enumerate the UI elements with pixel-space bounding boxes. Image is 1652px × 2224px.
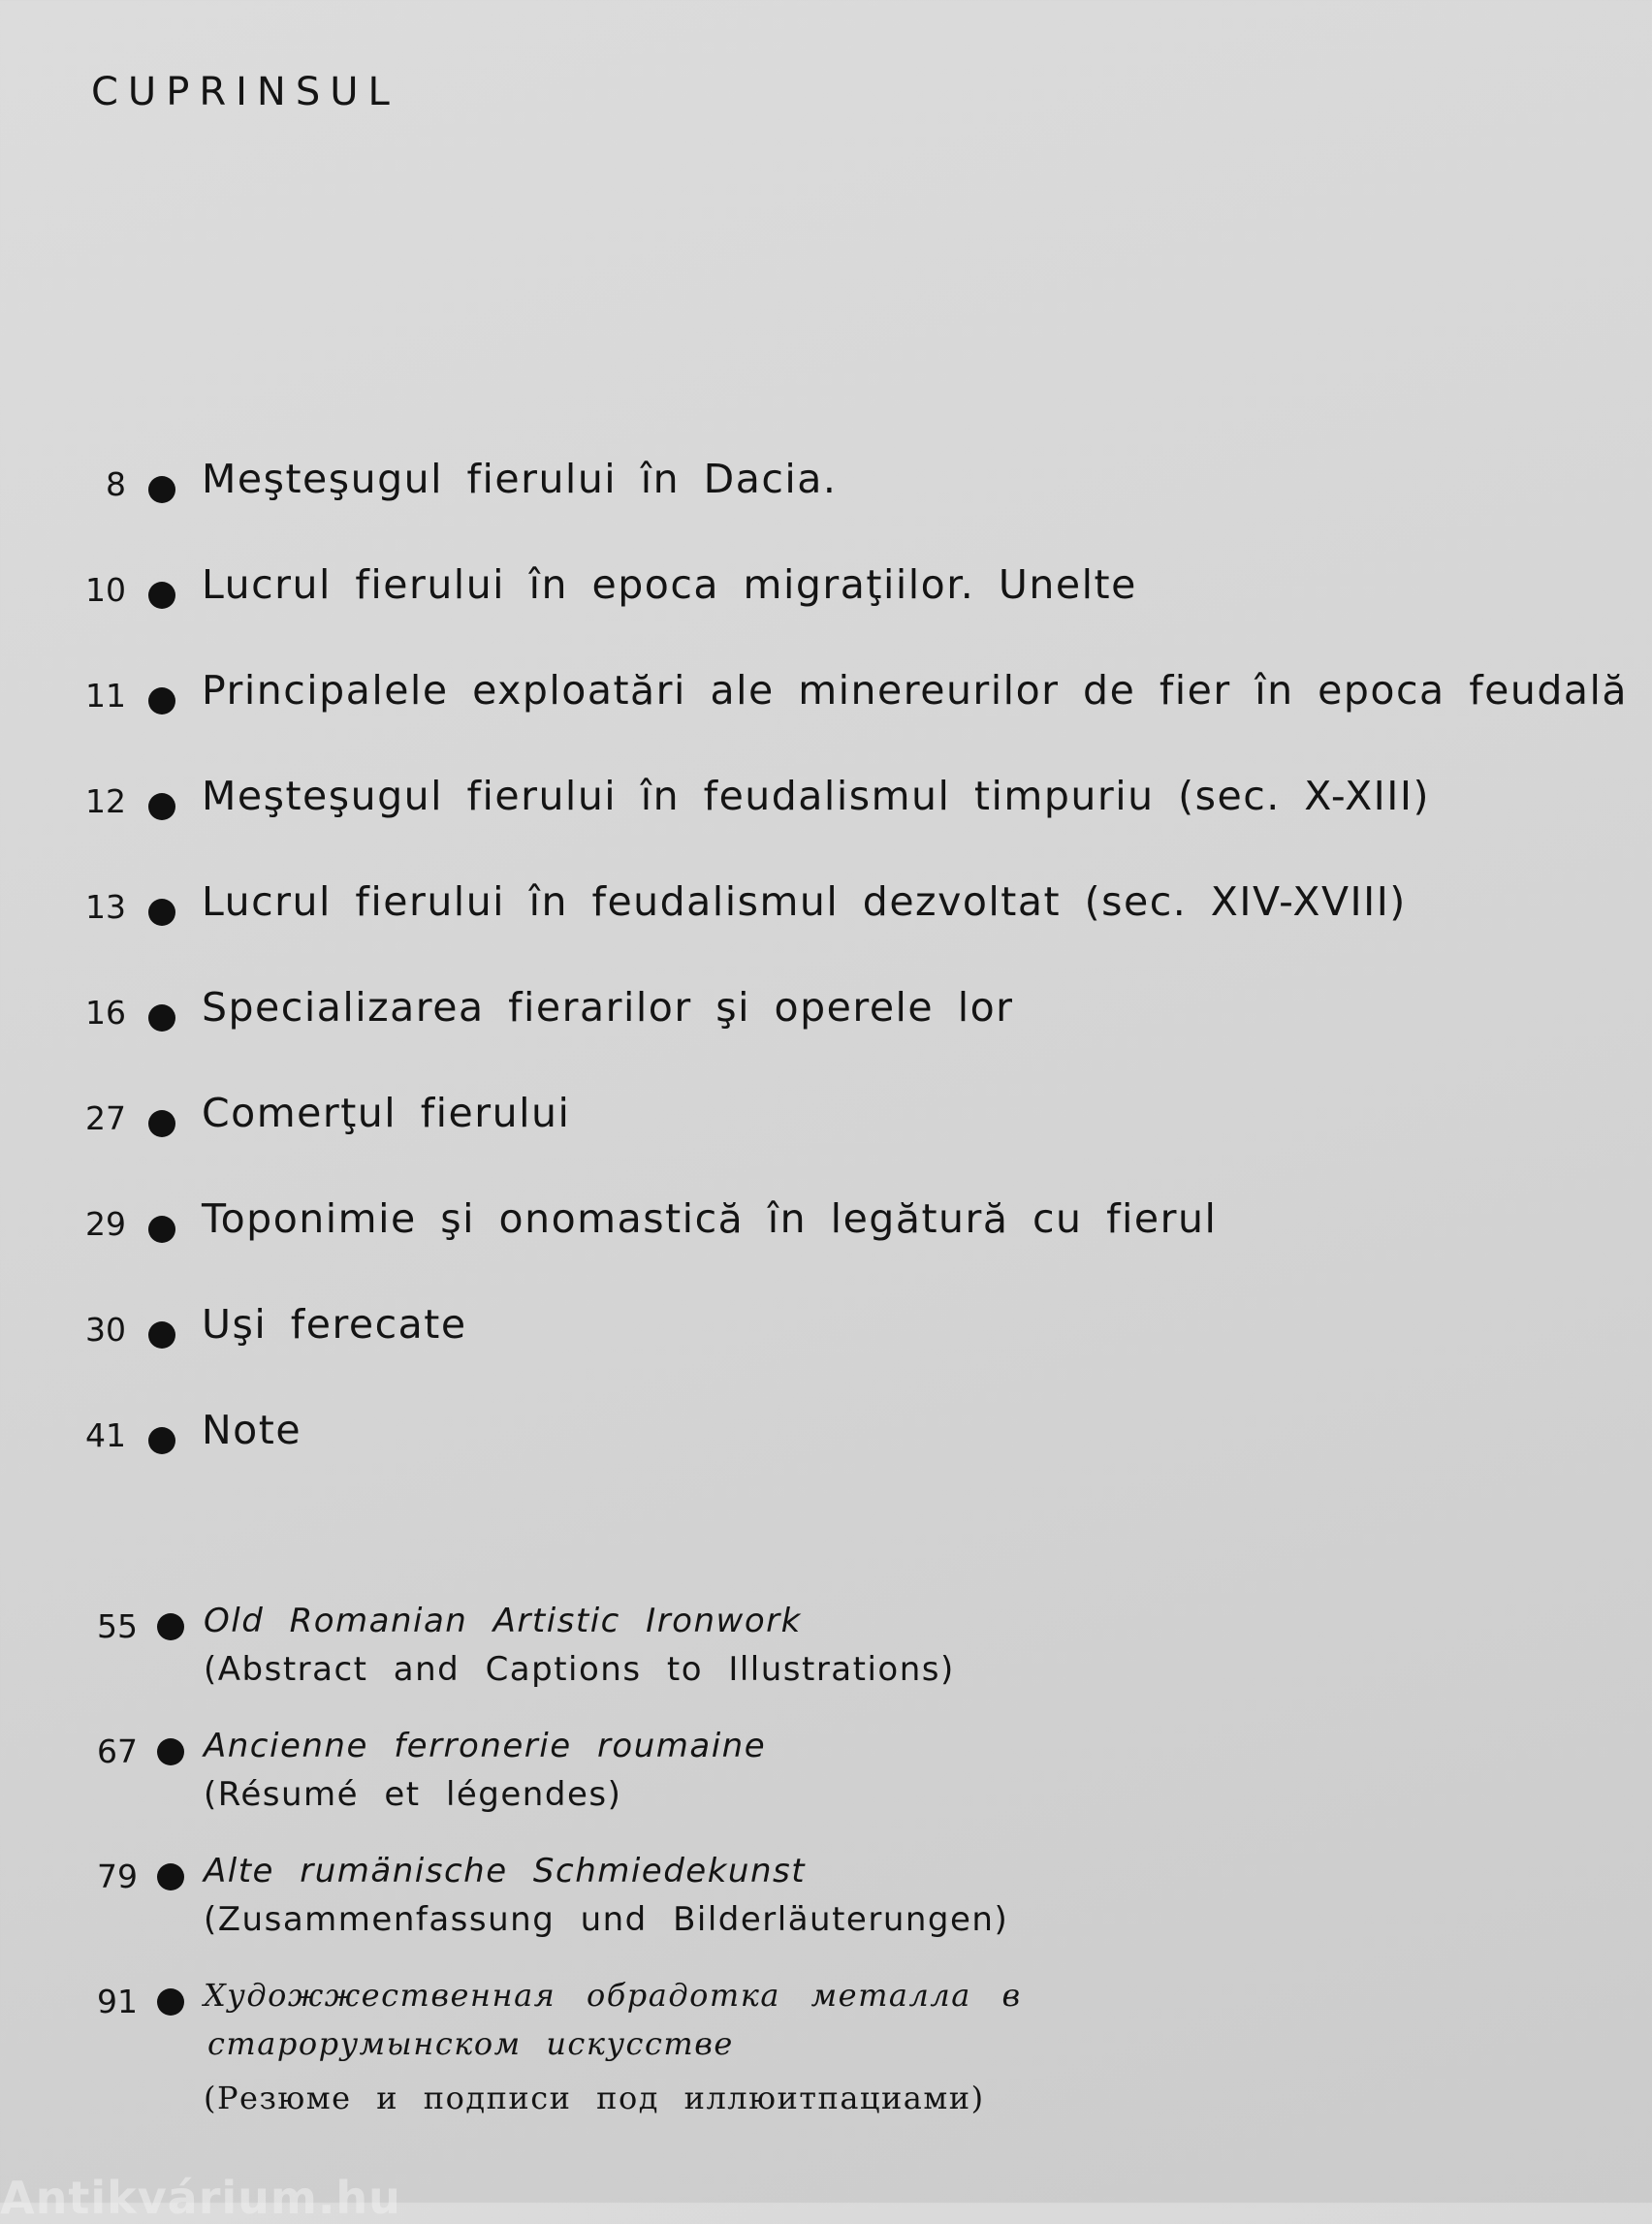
toc-entry bbox=[0, 561, 1652, 667]
toc-entry bbox=[0, 1090, 1652, 1195]
toc-entry bbox=[0, 667, 1652, 773]
toc-entry-title: Comerţul fierului bbox=[202, 1090, 571, 1136]
summary-entry bbox=[0, 1977, 1652, 2171]
toc-page-number: 67 bbox=[97, 1732, 138, 1770]
toc-entry bbox=[0, 456, 1652, 561]
summary-subtitle: (Zusammenfassung und Bilderläuterungen) bbox=[204, 1900, 1009, 1939]
toc-entry-title: Toponimie şi onomastică în legătură cu fierul bbox=[202, 1195, 1218, 1242]
summary-title-line2: старорумынском искусстве bbox=[207, 2025, 734, 2062]
toc-entry-title: Specializarea fierarilor şi operele lor bbox=[202, 984, 1014, 1031]
bullet-icon bbox=[157, 1863, 184, 1890]
toc-page-number: 91 bbox=[97, 1983, 138, 2020]
toc-page-number: 16 bbox=[85, 994, 126, 1032]
toc-page-number: 55 bbox=[97, 1607, 138, 1645]
toc-page-number: 10 bbox=[85, 571, 126, 609]
toc-entry-title: Lucrul fierului în epoca migraţiilor. Unelte bbox=[202, 561, 1137, 608]
bullet-icon bbox=[148, 899, 175, 926]
bullet-icon bbox=[148, 687, 175, 715]
summary-title: Художжественная обрадотка металла в bbox=[204, 1977, 1022, 2014]
toc-page-number: 29 bbox=[85, 1205, 126, 1243]
toc-entry-title: Principalele exploatări ale minereurilor de fier în epoca feudală bbox=[202, 667, 1629, 714]
table-of-contents bbox=[0, 456, 1652, 1512]
summary-entry bbox=[0, 1852, 1652, 1977]
toc-page-number: 27 bbox=[85, 1099, 126, 1137]
bullet-icon bbox=[148, 793, 175, 820]
toc-entry-title: Uşi ferecate bbox=[202, 1301, 467, 1348]
toc-page-number: 30 bbox=[85, 1311, 126, 1349]
watermark-logo: Antikvárium.hu bbox=[0, 2172, 401, 2224]
toc-entry-title: Meşteşugul fierului în feudalismul timpuriu (sec. X-XIII) bbox=[202, 773, 1430, 819]
summary-subtitle: (Résumé et légendes) bbox=[204, 1775, 622, 1814]
toc-entry-title: Meşteşugul fierului în Dacia. bbox=[202, 456, 838, 502]
toc-entry bbox=[0, 1301, 1652, 1407]
summary-title: Alte rumänische Schmiedekunst bbox=[204, 1852, 807, 1890]
toc-entry-title: Lucrul fierului în feudalismul dezvoltat (sec. XIV-XVIII) bbox=[202, 878, 1407, 925]
bullet-icon bbox=[148, 1321, 175, 1349]
toc-page-number: 79 bbox=[97, 1858, 138, 1895]
bullet-icon bbox=[148, 476, 175, 503]
bullet-icon bbox=[157, 1738, 184, 1765]
bullet-icon bbox=[148, 1427, 175, 1454]
bullet-icon bbox=[148, 1110, 175, 1137]
toc-entry bbox=[0, 1195, 1652, 1301]
toc-page-number: 8 bbox=[106, 465, 126, 503]
summary-subtitle: (Резюме и подписи под иллюитпациами) bbox=[204, 2080, 985, 2116]
summary-title: Old Romanian Artistic Ironwork bbox=[204, 1602, 802, 1640]
toc-page-number: 11 bbox=[85, 677, 126, 715]
page-title: CUPRINSUL bbox=[91, 70, 399, 114]
bullet-icon bbox=[148, 582, 175, 609]
toc-page-number: 12 bbox=[85, 782, 126, 820]
toc-page-number: 41 bbox=[85, 1416, 126, 1454]
bullet-icon bbox=[148, 1004, 175, 1032]
bullet-icon bbox=[148, 1216, 175, 1243]
toc-entry bbox=[0, 878, 1652, 984]
summary-title: Ancienne ferronerie roumaine bbox=[204, 1727, 767, 1765]
summary-entry bbox=[0, 1727, 1652, 1852]
summary-entry bbox=[0, 1602, 1652, 1727]
bullet-icon bbox=[157, 1988, 184, 2016]
toc-entry-title: Note bbox=[202, 1407, 302, 1453]
toc-entry bbox=[0, 984, 1652, 1090]
toc-entry bbox=[0, 773, 1652, 878]
toc-page-number: 13 bbox=[85, 888, 126, 926]
bullet-icon bbox=[157, 1613, 184, 1640]
summary-subtitle: (Abstract and Captions to Illustrations) bbox=[204, 1650, 955, 1689]
foreign-summaries-list bbox=[0, 1602, 1652, 2171]
toc-entry bbox=[0, 1407, 1652, 1512]
